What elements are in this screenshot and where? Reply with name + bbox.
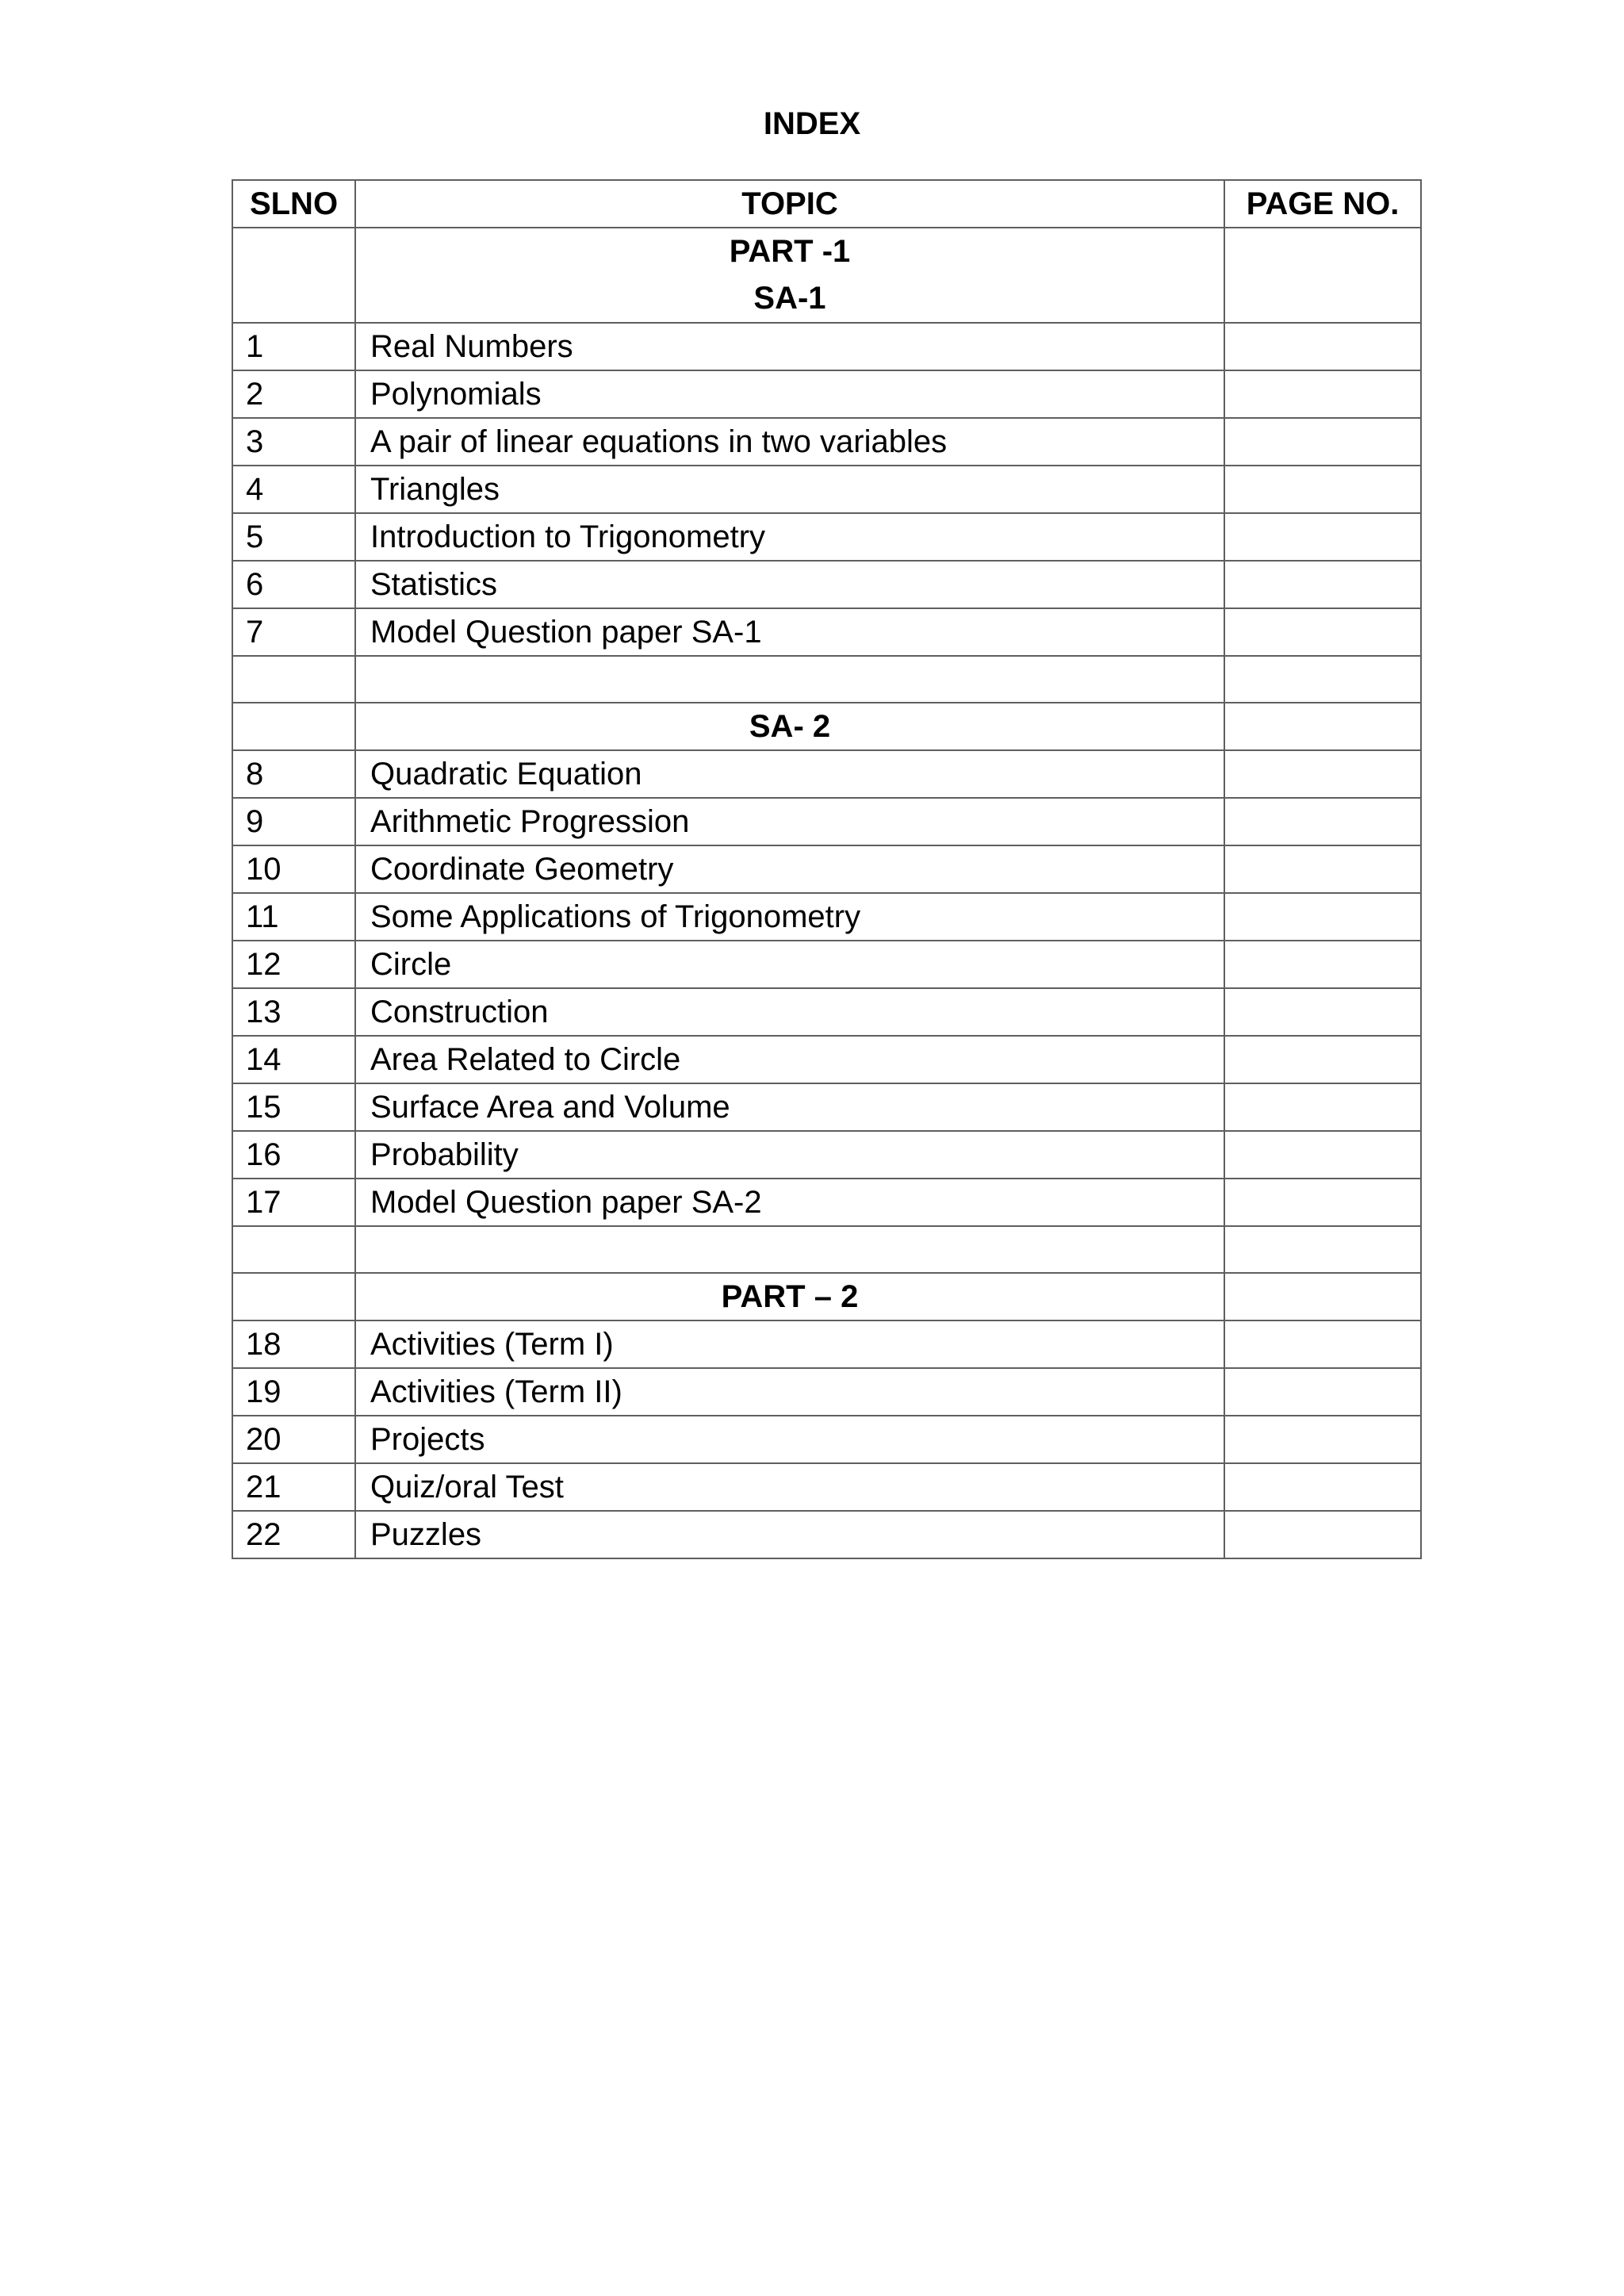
topic-header: TOPIC: [355, 180, 1224, 228]
topic-cell: Coordinate Geometry: [355, 845, 1224, 893]
slno-cell: 19: [232, 1368, 355, 1416]
topic-cell: Arithmetic Progression: [355, 798, 1224, 845]
table-cell-empty: [1224, 703, 1421, 750]
page-title: INDEX: [763, 106, 861, 141]
table-row: [232, 561, 1421, 608]
table-row: [232, 1083, 1421, 1131]
topic-cell: Area Related to Circle: [355, 1036, 1224, 1083]
slno-header: SLNO: [232, 180, 355, 228]
slno-cell: 17: [232, 1179, 355, 1226]
table-row: [232, 370, 1421, 418]
page-no-cell: [1224, 893, 1421, 941]
table-cell-empty: [1224, 1226, 1421, 1273]
table-row: [232, 323, 1421, 370]
table-cell-empty: [232, 703, 355, 750]
slno-cell: 13: [232, 988, 355, 1036]
slno-cell: 5: [232, 513, 355, 561]
topic-cell: Polynomials: [355, 370, 1224, 418]
table-row: [232, 1036, 1421, 1083]
table-row: [232, 1131, 1421, 1179]
page-no-cell: [1224, 750, 1421, 798]
page-no-cell: [1224, 1179, 1421, 1226]
sa2-heading: SA- 2: [355, 703, 1224, 750]
table-row: [232, 750, 1421, 798]
table-cell-empty: [1224, 1273, 1421, 1320]
table-row: [232, 513, 1421, 561]
topic-cell: Projects: [355, 1416, 1224, 1463]
page-no-cell: [1224, 561, 1421, 608]
table-row: [232, 845, 1421, 893]
table-row: [232, 1320, 1421, 1368]
table-header-row: [232, 180, 1421, 228]
table-row: [232, 1179, 1421, 1226]
page-no-cell: [1224, 845, 1421, 893]
table-cell-empty: [232, 656, 355, 703]
slno-cell: 16: [232, 1131, 355, 1179]
page-no-cell: [1224, 1463, 1421, 1511]
part1-heading: [355, 228, 1224, 323]
slno-cell: 14: [232, 1036, 355, 1083]
slno-cell: 2: [232, 370, 355, 418]
slno-cell: 18: [232, 1320, 355, 1368]
sa2-heading-row: [232, 703, 1421, 750]
page-no-cell: [1224, 988, 1421, 1036]
slno-cell: 20: [232, 1416, 355, 1463]
topic-cell: Statistics: [355, 561, 1224, 608]
topic-cell: Surface Area and Volume: [355, 1083, 1224, 1131]
table-row: [232, 1416, 1421, 1463]
slno-cell: 3: [232, 418, 355, 466]
table-cell-empty: [1224, 656, 1421, 703]
page-no-cell: [1224, 1511, 1421, 1558]
part1-heading-line2: SA-1: [753, 281, 826, 316]
page-no-cell: [1224, 1416, 1421, 1463]
table-cell-empty: [232, 1273, 355, 1320]
table-row: [232, 418, 1421, 466]
empty-row: [232, 656, 1421, 703]
page-no-cell: [1224, 1036, 1421, 1083]
index-table: [232, 179, 1422, 1559]
slno-cell: 21: [232, 1463, 355, 1511]
part2-heading-row: [232, 1273, 1421, 1320]
topic-cell: Introduction to Trigonometry: [355, 513, 1224, 561]
topic-cell: Some Applications of Trigonometry: [355, 893, 1224, 941]
table-row: [232, 941, 1421, 988]
table-row: [232, 988, 1421, 1036]
slno-cell: 12: [232, 941, 355, 988]
slno-cell: 8: [232, 750, 355, 798]
page-no-header: PAGE NO.: [1224, 180, 1421, 228]
page-no-cell: [1224, 1368, 1421, 1416]
topic-cell: Quadratic Equation: [355, 750, 1224, 798]
page-no-cell: [1224, 466, 1421, 513]
part1-heading-row: [232, 228, 1421, 323]
table-row: [232, 1368, 1421, 1416]
page-no-cell: [1224, 1083, 1421, 1131]
empty-row: [232, 1226, 1421, 1273]
page-no-cell: [1224, 941, 1421, 988]
slno-cell: 15: [232, 1083, 355, 1131]
table-cell-empty: [232, 1226, 355, 1273]
table-cell-empty: [1224, 228, 1421, 323]
topic-cell: Construction: [355, 988, 1224, 1036]
table-cell-empty: [355, 656, 1224, 703]
topic-cell: Model Question paper SA-1: [355, 608, 1224, 656]
topic-cell: Activities (Term I): [355, 1320, 1224, 1368]
slno-cell: 6: [232, 561, 355, 608]
slno-cell: 22: [232, 1511, 355, 1558]
slno-cell: 10: [232, 845, 355, 893]
table-row: [232, 798, 1421, 845]
topic-cell: Model Question paper SA-2: [355, 1179, 1224, 1226]
table-row: [232, 608, 1421, 656]
slno-cell: 4: [232, 466, 355, 513]
page-no-cell: [1224, 1320, 1421, 1368]
page-no-cell: [1224, 608, 1421, 656]
page-no-cell: [1224, 418, 1421, 466]
slno-cell: 7: [232, 608, 355, 656]
page-no-cell: [1224, 513, 1421, 561]
page-no-cell: [1224, 798, 1421, 845]
topic-cell: Probability: [355, 1131, 1224, 1179]
table-cell-empty: [355, 1226, 1224, 1273]
table-cell-empty: [232, 228, 355, 323]
slno-cell: 1: [232, 323, 355, 370]
slno-cell: 11: [232, 893, 355, 941]
table-row: [232, 466, 1421, 513]
table-row: [232, 1511, 1421, 1558]
topic-cell: Activities (Term II): [355, 1368, 1224, 1416]
table-body: [232, 228, 1421, 1558]
page-no-cell: [1224, 370, 1421, 418]
page-no-cell: [1224, 1131, 1421, 1179]
topic-cell: Circle: [355, 941, 1224, 988]
topic-cell: Quiz/oral Test: [355, 1463, 1224, 1511]
topic-cell: Puzzles: [355, 1511, 1224, 1558]
part2-heading: PART – 2: [355, 1273, 1224, 1320]
topic-cell: Real Numbers: [355, 323, 1224, 370]
topic-cell: Triangles: [355, 466, 1224, 513]
page-no-cell: [1224, 323, 1421, 370]
table-row: [232, 893, 1421, 941]
slno-cell: 9: [232, 798, 355, 845]
part1-heading-line1: PART -1: [729, 234, 851, 269]
topic-cell: A pair of linear equations in two variables: [355, 418, 1224, 466]
table-row: [232, 1463, 1421, 1511]
